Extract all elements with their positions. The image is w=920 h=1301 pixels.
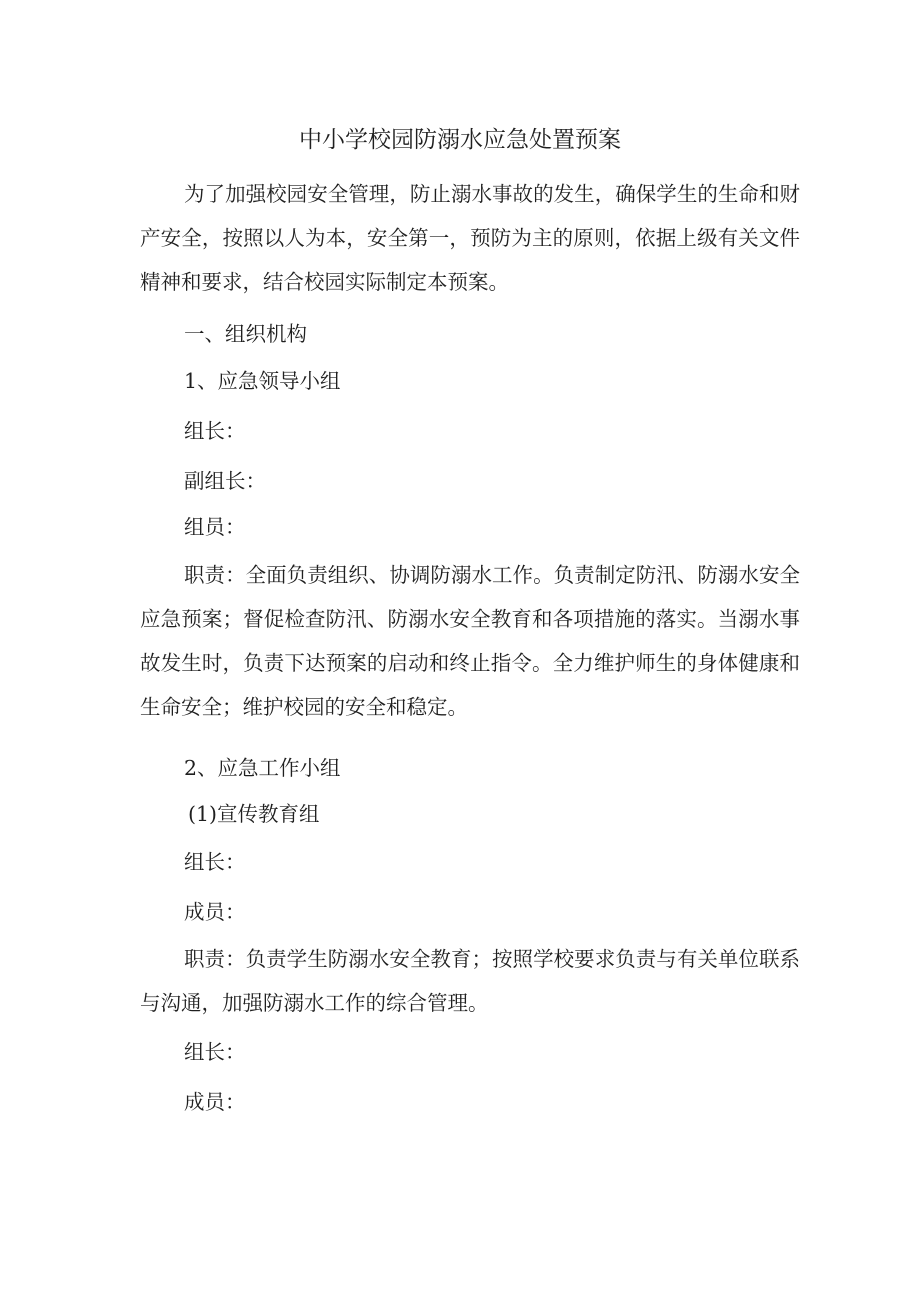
second-group-members-label: 成员： <box>184 1090 246 1114</box>
subheading-leadership-group: 1、应急领导小组 <box>184 369 341 393</box>
members-label: 组员： <box>184 515 246 539</box>
vice-leader-label: 副组长： <box>184 469 266 493</box>
group-leader-label: 组长： <box>184 850 246 874</box>
subheading-work-group: 2、应急工作小组 <box>184 756 341 780</box>
document-title: 中小学校园防溺水应急处置预案 <box>299 127 621 153</box>
publicity-education-group-heading: (1)宣传教育组 <box>188 802 320 826</box>
second-group-leader-label: 组长： <box>184 1040 246 1064</box>
publicity-duty-paragraph: 职责：负责学生防溺水安全教育；按照学校要求负责与有关单位联系与沟通，加强防溺水工作的综合管理。 <box>140 947 800 1015</box>
leader-label: 组长： <box>184 419 246 443</box>
intro-paragraph: 为了加强校园安全管理，防止溺水事故的发生，确保学生的生命和财产安全，按照以人为本，安全第一，预防为主的原则，依据上级有关文件精神和要求，结合校园实际制定本预案。 <box>140 182 800 294</box>
group-members-label: 成员： <box>184 900 246 924</box>
leadership-duty-paragraph: 职责：全面负责组织、协调防溺水工作。负责制定防汛、防溺水安全应急预案；督促检查防汛、防溺水安全教育和各项措施的落实。当溺水事故发生时，负责下达预案的启动和终止指令。全力维护师生的身体健康和生命安全；维护校园的安全和稳定。 <box>140 563 800 719</box>
section-heading-organization: 一、组织机构 <box>184 322 307 346</box>
